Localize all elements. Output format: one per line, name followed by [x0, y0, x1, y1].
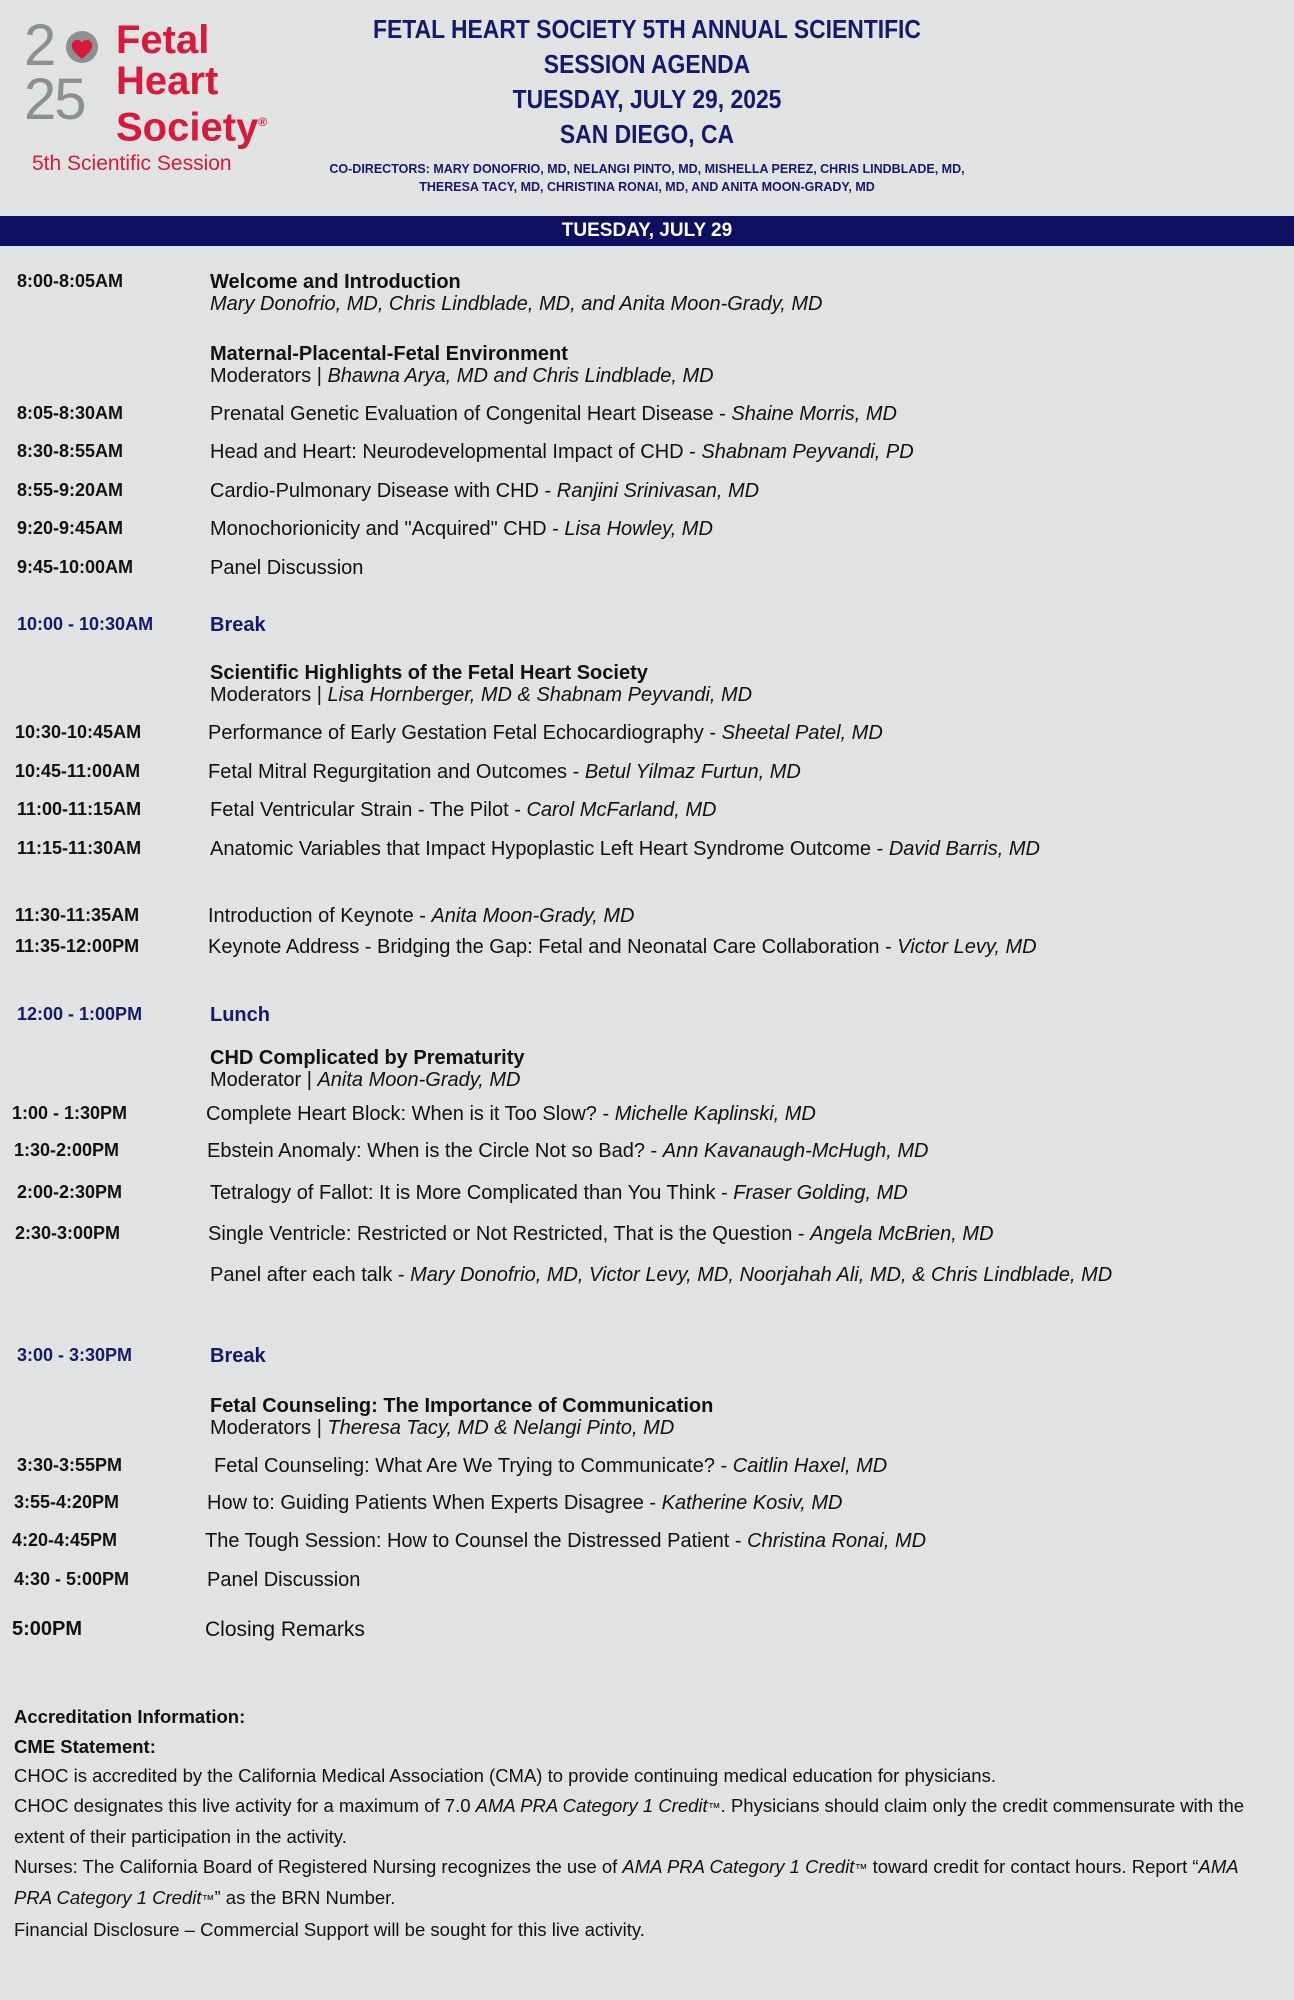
time-slot: 9:45-10:00AM — [17, 557, 134, 577]
speaker-name: Caitlin Haxel, MD — [732, 1455, 888, 1477]
talk-title: Prenatal Genetic Evaluation of Congenital Heart Disease - — [210, 403, 732, 425]
talk-title: Fetal Ventricular Strain - The Pilot - — [210, 799, 527, 821]
break-label: Break — [210, 614, 266, 636]
talk — [208, 722, 883, 745]
trademark: ™ — [854, 1860, 868, 1876]
speaker-name: Ranjini Srinivasan, MD — [556, 480, 760, 502]
time-slot: 10:30-10:45AM — [15, 722, 142, 742]
talk — [208, 1223, 994, 1246]
logo-tagline: 5th Scientific Session — [32, 152, 232, 175]
credit-name: AMA PRA Category 1 Credit — [622, 1855, 855, 1877]
talk — [210, 403, 897, 426]
speaker-name: Ann Kavanaugh-McHugh, MD — [662, 1140, 929, 1162]
moderator-names: Bhawna Arya, MD and Chris Lindblade, MD — [327, 365, 714, 387]
time-slot: 2:00-2:30PM — [17, 1182, 123, 1202]
moderator-names: Theresa Tacy, MD & Nelangi Pinto, MD — [327, 1417, 675, 1439]
nurses-text: toward credit for contact hours. Report “ — [867, 1855, 1199, 1877]
registered-mark: ® — [258, 115, 268, 129]
speaker-name: Sheetal Patel, MD — [721, 722, 883, 744]
time-slot: 9:20-9:45AM — [17, 518, 124, 538]
trademark: ™ — [707, 1799, 721, 1815]
talk — [210, 799, 716, 822]
speaker-name: Angela McBrien, MD — [810, 1223, 994, 1245]
page-header — [0, 0, 1294, 216]
talk — [205, 1530, 926, 1553]
moderator-label: Moderators | — [210, 365, 328, 387]
talk-title: Anatomic Variables that Impact Hypoplastic Left Heart Syndrome Outcome - — [210, 838, 889, 860]
time-slot: 2:30-3:00PM — [15, 1223, 121, 1243]
title-line: FETAL HEART SOCIETY 5TH ANNUAL SCIENTIFIC — [373, 14, 921, 44]
speaker-name: Carol McFarland, MD — [526, 799, 717, 821]
accreditation-info — [14, 1702, 1280, 1944]
talk-title: Single Ventricle: Restricted or Not Restricted, That is the Question - — [208, 1223, 811, 1245]
time-slot: 8:00-8:05AM — [17, 271, 124, 291]
time-slot: 8:05-8:30AM — [17, 403, 124, 423]
time-slot: 4:20-4:45PM — [12, 1530, 118, 1550]
talk-title: Fetal Counseling: What Are We Trying to Communicate? - — [214, 1455, 733, 1477]
talk-title: Monochorionicity and "Acquired" CHD - — [210, 518, 565, 540]
moderator-label: Moderators | — [210, 1417, 328, 1439]
talk-title: Tetralogy of Fallot: It is More Complicated than You Think - — [210, 1182, 734, 1204]
talk-title: Cardio-Pulmonary Disease with CHD - — [210, 480, 557, 502]
talk-title: Fetal Mitral Regurgitation and Outcomes - — [208, 761, 585, 783]
accreditation-heading: Accreditation Information: — [14, 1706, 246, 1727]
session-title: Welcome and Introduction — [210, 271, 461, 293]
talk-title: Panel Discussion — [207, 1569, 361, 1591]
financial-disclosure: Financial Disclosure – Commercial Support will be sought for this live activity. — [14, 1918, 645, 1940]
talk-title: Keynote Address - Bridging the Gap: Fetal and Neonatal Care Collaboration - — [208, 936, 898, 958]
time-slot: 3:00 - 3:30PM — [17, 1345, 133, 1365]
time-slot: 1:00 - 1:30PM — [12, 1103, 128, 1123]
talk-title: Ebstein Anomaly: When is the Circle Not so Bad? - — [207, 1140, 663, 1162]
talk — [208, 905, 635, 928]
lunch-label: Lunch — [210, 1004, 270, 1026]
talk — [210, 480, 759, 503]
time-slot: 12:00 - 1:00PM — [17, 1004, 143, 1024]
moderators — [210, 1069, 521, 1092]
nurses-text: ” as the BRN Number. — [214, 1887, 396, 1908]
talk — [208, 936, 1037, 959]
title-line: SESSION AGENDA — [543, 49, 751, 79]
title-line: SAN DIEGO, CA — [559, 119, 735, 149]
time-slot: 3:55-4:20PM — [14, 1492, 120, 1512]
time-slot: 5:00PM — [12, 1618, 83, 1640]
time-slot: 11:35-12:00PM — [15, 936, 140, 956]
time-slot: 11:30-11:35AM — [15, 905, 140, 925]
talk — [210, 838, 1040, 861]
moderator-label: Moderators | — [210, 684, 328, 706]
speaker-name: Michelle Kaplinski, MD — [614, 1103, 816, 1125]
panel-title: Panel after each talk - — [210, 1264, 411, 1286]
speaker-name: Lisa Howley, MD — [564, 518, 713, 540]
session-title: CHD Complicated by Prematurity — [210, 1047, 525, 1069]
speaker-name: Betul Yilmaz Furtun, MD — [584, 761, 801, 783]
time-slot: 8:55-9:20AM — [17, 480, 124, 500]
logo-year-2: 2 — [24, 13, 55, 78]
moderator-label: Moderator | — [210, 1069, 318, 1091]
talk — [207, 1492, 842, 1515]
session-title: Fetal Counseling: The Importance of Communication — [210, 1395, 714, 1417]
accreditation-line: CHOC is accredited by the California Medical Association (CMA) to provide continuing medical education for physicians. — [14, 1765, 996, 1786]
co-directors: CO-DIRECTORS: MARY DONOFRIO, MD, NELANGI PINTO, MD, MISHELLA PEREZ, CHRIS LINDBLADE, MD, THERESA TACY, MD, CHRISTINA RONAI, MD, AND ANITA MOON-GRADY, MD — [329, 162, 965, 194]
talk-title: The Tough Session: How to Counsel the Distressed Patient - — [205, 1530, 748, 1552]
talk — [207, 1140, 928, 1163]
speaker-names: Mary Donofrio, MD, Chris Lindblade, MD, and Anita Moon-Grady, MD — [210, 293, 823, 315]
talk — [210, 518, 713, 541]
talk — [208, 761, 801, 784]
talk — [206, 1103, 816, 1126]
panel-names: Mary Donofrio, MD, Victor Levy, MD, Noorjahah Ali, MD, & Chris Lindblade, MD — [410, 1264, 1113, 1286]
moderators — [210, 684, 752, 707]
logo-name-line: Heart — [116, 59, 219, 103]
panel — [210, 1264, 1112, 1287]
credit-text: CHOC designates this live activity for a maximum of 7.0 — [14, 1794, 476, 1816]
title-line: TUESDAY, JULY 29, 2025 — [512, 84, 782, 114]
moderator-names: Lisa Hornberger, MD & Shabnam Peyvandi, MD — [327, 684, 753, 706]
talk-title: Performance of Early Gestation Fetal Echocardiography - — [208, 722, 722, 744]
nurses-text: Nurses: The California Board of Registered Nursing recognizes the use of — [14, 1855, 623, 1877]
logo-name-line — [116, 102, 267, 148]
fetal-heart-society-logo — [24, 13, 294, 180]
speaker-name: Shabnam Peyvandi, PD — [701, 441, 914, 463]
time-slot: 8:30-8:55AM — [17, 441, 124, 461]
logo-name-society: Society — [116, 105, 259, 150]
credit-name: AMA PRA Category 1 Credit — [14, 1855, 1238, 1908]
logo-name — [116, 20, 267, 148]
time-slot: 11:15-11:30AM — [17, 838, 142, 858]
talk-title: Panel Discussion — [210, 557, 364, 579]
accreditation-line — [14, 1852, 1280, 1915]
day-banner: TUESDAY, JULY 29 — [0, 216, 1294, 246]
credit-name: AMA PRA Category 1 Credit — [475, 1794, 708, 1816]
talk-title: How to: Guiding Patients When Experts Disagree - — [207, 1492, 662, 1514]
talk — [214, 1455, 887, 1478]
time-slot: 4:30 - 5:00PM — [14, 1569, 130, 1589]
time-slot: 11:00-11:15AM — [17, 799, 142, 819]
speaker-name: Anita Moon-Grady, MD — [431, 905, 635, 927]
talk — [210, 1182, 908, 1205]
speaker-name: Fraser Golding, MD — [733, 1182, 908, 1204]
accreditation-line — [14, 1791, 1280, 1852]
speaker-name: Victor Levy, MD — [897, 936, 1037, 958]
time-slot: 10:00 - 10:30AM — [17, 614, 154, 634]
moderators — [210, 1417, 674, 1440]
moderator-names: Anita Moon-Grady, MD — [317, 1069, 521, 1091]
talk-title: Head and Heart: Neurodevelopmental Impact of CHD - — [210, 441, 702, 463]
agenda-title-block — [300, 12, 994, 196]
talk-title: Introduction of Keynote - — [208, 905, 432, 927]
speaker-name: Shaine Morris, MD — [731, 403, 898, 425]
time-slot: 3:30-3:55PM — [17, 1455, 123, 1475]
time-slot: 10:45-11:00AM — [15, 761, 141, 781]
session-title: Maternal-Placental-Fetal Environment — [210, 343, 568, 365]
talk-title: Closing Remarks — [205, 1618, 365, 1641]
talk — [210, 441, 914, 464]
trademark: ™ — [201, 1892, 215, 1907]
speaker-name: Katherine Kosiv, MD — [661, 1492, 843, 1514]
session-title: Scientific Highlights of the Fetal Heart Society — [210, 662, 648, 684]
talk-title: Complete Heart Block: When is it Too Slow? - — [206, 1103, 615, 1125]
break-label: Break — [210, 1345, 266, 1367]
time-slot: 1:30-2:00PM — [14, 1140, 120, 1160]
heart-icon — [62, 29, 102, 65]
moderators — [210, 365, 714, 388]
credit-text: . Physicians should claim only the credit commensurate with the extent of their participation in the activity. — [14, 1794, 1245, 1847]
speaker-name: Christina Ronai, MD — [747, 1530, 927, 1552]
speaker-name: David Barris, MD — [888, 838, 1040, 860]
cme-heading: CME Statement: — [14, 1735, 156, 1757]
logo-year-25: 25 — [24, 67, 85, 132]
logo-name-line: Fetal — [116, 18, 210, 62]
